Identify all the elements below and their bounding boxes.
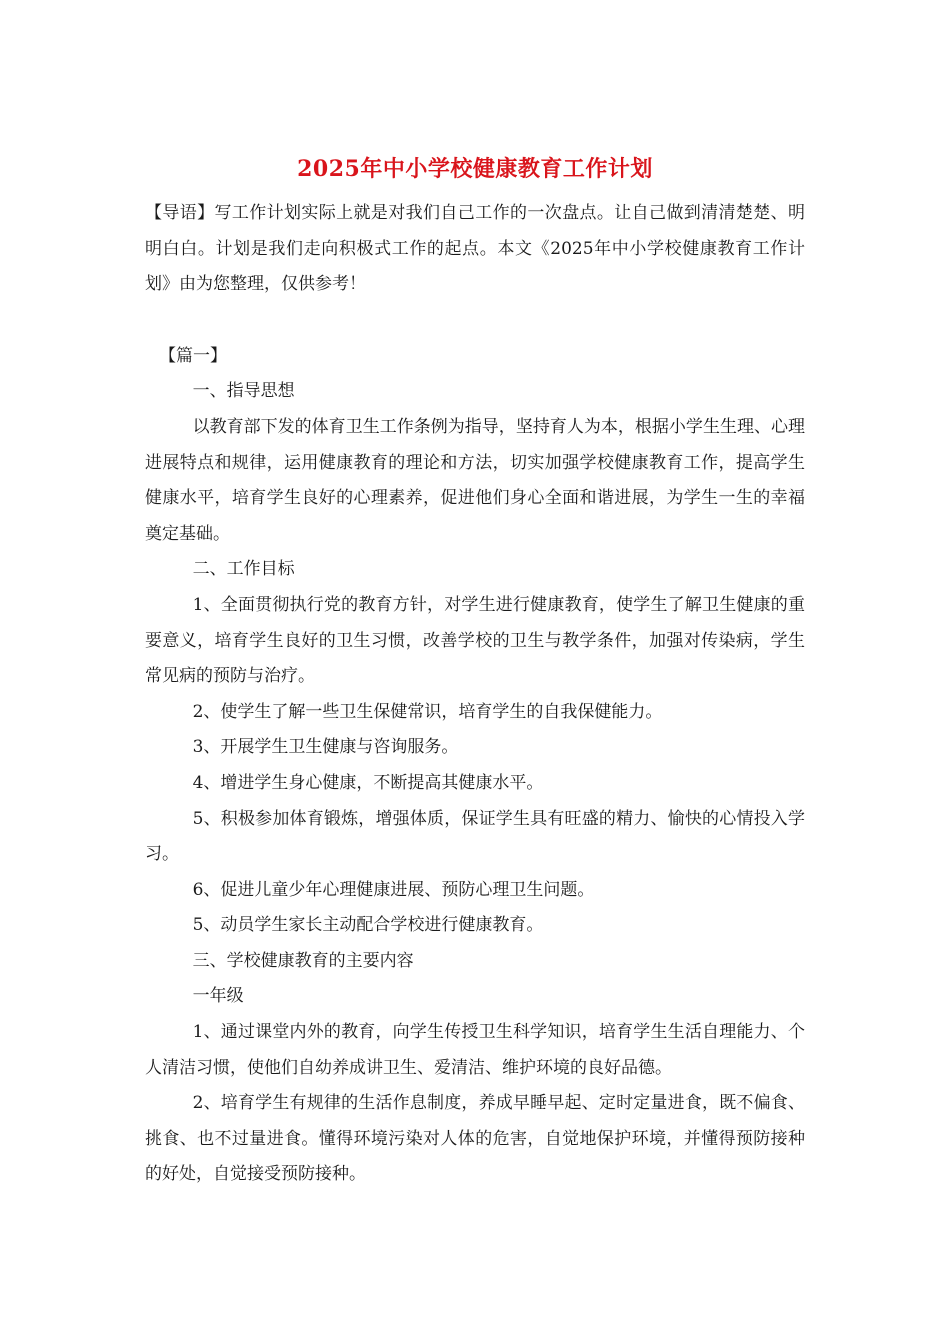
heading-main-content: 三、学校健康教育的主要内容 — [192, 950, 414, 971]
body-paragraph: 5、积极参加体育锻炼，增强体质，保证学生具有旺盛的精力、愉快的心情投入学习。 — [145, 808, 805, 865]
subheading-grade-one: 一年级 — [192, 986, 244, 1007]
body-paragraph: 6、促进儿童少年心理健康进展、预防心理卫生问题。 — [192, 879, 595, 900]
spacer — [145, 303, 805, 339]
heading-work-goals: 二、工作目标 — [192, 559, 295, 580]
body-paragraph: 以教育部下发的体育卫生工作条例为指导，坚持育人为本，根据小学生生理、心理进展特点和规律，运用健康教育的理论和方法，切实加强学校健康教育工作，提高学生健康水平，培育学生良好的心理素养，促进他们身心全面和谐进展，为学生一生的幸福奠定基础。 — [145, 416, 805, 544]
body-paragraph: 4、增进学生身心健康，不断提高其健康水平。 — [192, 772, 544, 793]
body-paragraph: 1、全面贯彻执行党的教育方针，对学生进行健康教育，使学生了解卫生健康的重要意义，培育学生良好的卫生习惯，改善学校的卫生与教学条件，加强对传染病，学生常见病的预防与治疗。 — [145, 594, 805, 687]
heading-guiding-ideology: 一、指导思想 — [192, 381, 295, 402]
body-paragraph: 5、动员学生家长主动配合学校进行健康教育。 — [192, 915, 544, 936]
body-paragraph: 3、开展学生卫生健康与咨询服务。 — [192, 737, 459, 758]
document-body — [145, 196, 805, 1193]
body-paragraph: 2、使学生了解一些卫生保健常识，培育学生的自我保健能力。 — [192, 701, 663, 722]
body-paragraph: 1、通过课堂内外的教育，向学生传授卫生科学知识，培育学生生活自理能力、个人清洁习惯，使他们自幼养成讲卫生、爱清洁、维护环境的良好品德。 — [145, 1022, 805, 1078]
section-label: 【篇一】 — [159, 345, 227, 366]
body-paragraph: 2、培育学生有规律的生活作息制度，养成早睡早起、定时定量进食，既不偏食、挑食、也不过量进食。懂得环境污染对人体的危害，自觉地保护环境，并懂得预防接种的好处，自觉接受预防接种。 — [145, 1093, 805, 1185]
intro-paragraph: 【导语】写工作计划实际上就是对我们自己工作的一次盘点。让自己做到清清楚楚、明明白白。计划是我们走向积极式工作的起点。本文《2025年中小学校健康教育工作计划》由为您整理，仅供参考！ — [145, 203, 805, 295]
document-title: 2025年中小学校健康教育工作计划 — [297, 156, 653, 182]
